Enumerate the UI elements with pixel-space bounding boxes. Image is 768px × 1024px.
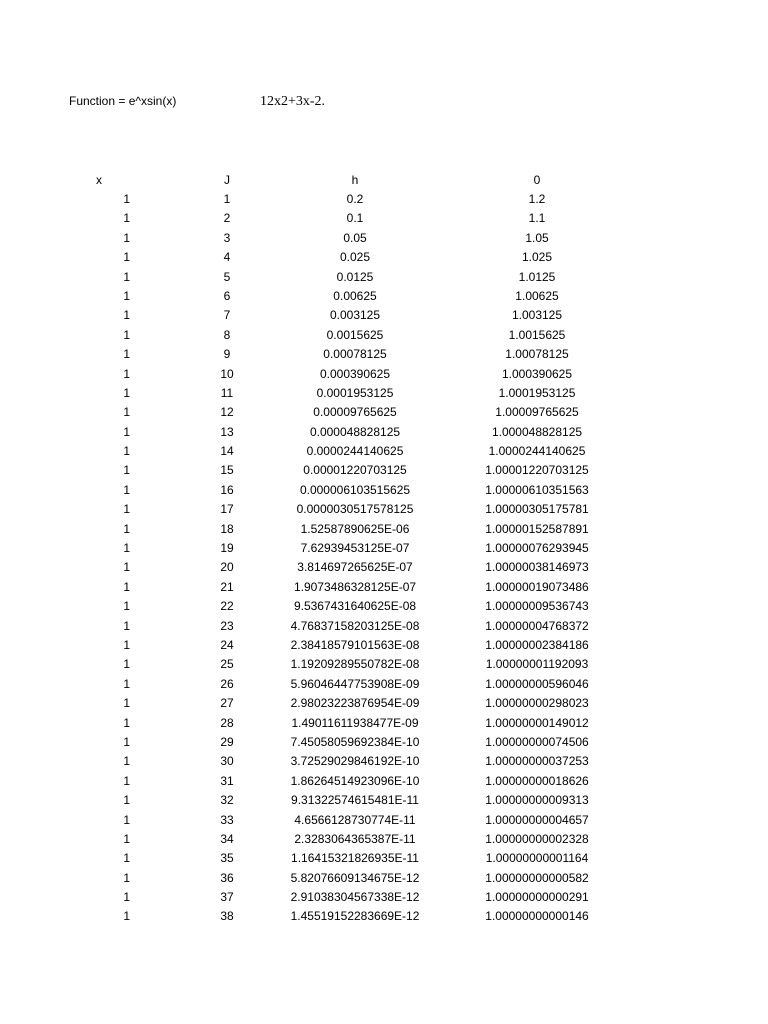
cell-h: 0.00009765625 [313, 405, 397, 420]
cell-0: 1.00000038146973 [485, 560, 589, 575]
cell-0: 1.00000000001164 [485, 851, 589, 866]
table-row [0, 520, 768, 539]
cell-h: 5.82076609134675E-12 [290, 870, 420, 885]
cell-j: 24 [220, 637, 234, 652]
cell-j: 29 [220, 734, 234, 749]
cell-0: 1.1 [528, 211, 546, 226]
cell-x: 1 [123, 288, 130, 303]
cell-j: 30 [220, 754, 234, 769]
cell-j: 1 [223, 192, 231, 206]
cell-h: 0.0000244140625 [306, 444, 404, 459]
function-label: Function = e^xsin(x) [69, 94, 177, 108]
cell-x: 1 [123, 250, 130, 265]
cell-x: 1 [123, 482, 130, 497]
cell-x: 1 [123, 192, 130, 206]
cell-0: 1.00000000002328 [485, 831, 589, 846]
cell-h: 2.38418579101563E-08 [290, 637, 420, 652]
cell-h: 0.0015625 [326, 327, 384, 342]
table-row [0, 558, 768, 577]
cell-h: 7.62939453125E-07 [300, 541, 410, 556]
formula-text: 12x2+3x-2. [260, 94, 326, 109]
cell-0: 1.00000000018626 [485, 773, 589, 788]
column-header-h: h [351, 173, 359, 187]
cell-h: 2.91038304567338E-12 [290, 890, 420, 905]
cell-0: 1.00000000000146 [485, 909, 589, 924]
cell-h: 1.49011611938477E-09 [291, 715, 419, 730]
cell-x: 1 [123, 463, 130, 478]
cell-0: 1.0000244140625 [488, 444, 586, 459]
cell-x: 1 [123, 890, 130, 905]
table-row [0, 190, 768, 209]
table-row [0, 907, 768, 926]
cell-0: 1.05 [525, 230, 549, 245]
cell-x: 1 [123, 521, 130, 536]
cell-j: 14 [220, 444, 234, 459]
cell-h: 0.025 [339, 250, 371, 265]
cell-x: 1 [123, 618, 130, 633]
cell-h: 4.6566128730774E-11 [294, 812, 416, 827]
cell-0: 1.2 [528, 192, 546, 206]
cell-0: 1.00000000037253 [485, 754, 589, 769]
cell-j: 4 [223, 250, 231, 265]
cell-h: 4.76837158203125E-08 [290, 618, 420, 633]
cell-h: 0.000390625 [319, 366, 391, 381]
cell-0: 1.000390625 [501, 366, 573, 381]
cell-j: 21 [220, 579, 234, 594]
cell-x: 1 [123, 715, 130, 730]
column-header-0: 0 [533, 173, 541, 187]
cell-x: 1 [123, 696, 130, 711]
cell-x: 1 [123, 541, 130, 556]
cell-h: 5.96046447753908E-09 [290, 676, 420, 691]
cell-h: 1.52587890625E-06 [300, 521, 410, 536]
cell-x: 1 [123, 269, 130, 284]
cell-h: 0.2 [346, 192, 364, 206]
cell-x: 1 [123, 773, 130, 788]
cell-j: 27 [220, 696, 234, 711]
cell-x: 1 [123, 560, 130, 575]
cell-0: 1.00000000149012 [485, 715, 589, 730]
cell-j: 9 [223, 347, 231, 362]
cell-h: 2.98023223876954E-09 [290, 696, 420, 711]
cell-h: 1.45519152283669E-12 [290, 909, 420, 924]
cell-0: 1.00000019073486 [485, 579, 589, 594]
cell-j: 19 [220, 541, 234, 556]
table-row [0, 578, 768, 597]
cell-x: 1 [123, 734, 130, 749]
table-row [0, 209, 768, 228]
cell-h: 0.003125 [329, 308, 381, 323]
cell-x: 1 [123, 599, 130, 614]
cell-x: 1 [123, 385, 130, 400]
cell-j: 15 [220, 463, 234, 478]
table-row [0, 461, 768, 480]
table-row [0, 442, 768, 461]
cell-x: 1 [123, 754, 130, 769]
table-row [0, 423, 768, 442]
cell-x: 1 [123, 637, 130, 652]
cell-j: 18 [220, 521, 234, 536]
cell-x: 1 [123, 812, 130, 827]
table-row [0, 539, 768, 558]
cell-h: 0.0001953125 [316, 385, 394, 400]
cell-x: 1 [123, 444, 130, 459]
cell-j: 36 [220, 870, 234, 885]
cell-0: 1.00000305175781 [485, 502, 589, 517]
column-header-j: J [224, 173, 230, 187]
cell-j: 11 [220, 385, 234, 400]
cell-j: 31 [220, 773, 234, 788]
cell-0: 1.00078125 [505, 347, 569, 362]
cell-h: 0.00001220703125 [303, 463, 407, 478]
cell-x: 1 [123, 211, 130, 226]
table-row [0, 326, 768, 345]
cell-0: 1.00000000298023 [485, 696, 589, 711]
cell-j: 13 [220, 424, 234, 439]
table-row [0, 675, 768, 694]
table-row [0, 830, 768, 849]
cell-j: 5 [223, 269, 231, 284]
table-body [0, 190, 768, 927]
cell-j: 37 [220, 890, 234, 905]
table-row [0, 636, 768, 655]
table-row [0, 869, 768, 888]
table-row [0, 345, 768, 364]
cell-h: 9.31322574615481E-11 [291, 793, 419, 808]
cell-0: 1.00000000074506 [485, 734, 589, 749]
table-row [0, 481, 768, 500]
table-row [0, 694, 768, 713]
cell-j: 20 [220, 560, 234, 575]
cell-0: 1.025 [521, 250, 553, 265]
cell-0: 1.000048828125 [491, 424, 583, 439]
cell-0: 1.0015625 [508, 327, 566, 342]
cell-0: 1.00000610351563 [485, 482, 589, 497]
cell-j: 34 [220, 831, 234, 846]
table-row [0, 306, 768, 325]
cell-x: 1 [123, 676, 130, 691]
table-row [0, 268, 768, 287]
cell-h: 0.000048828125 [309, 424, 401, 439]
cell-0: 1.003125 [511, 308, 563, 323]
cell-j: 8 [223, 327, 231, 342]
table-row [0, 811, 768, 830]
cell-x: 1 [123, 230, 130, 245]
cell-0: 1.00000000000291 [485, 890, 589, 905]
cell-x: 1 [123, 793, 130, 808]
cell-j: 7 [223, 308, 231, 323]
cell-0: 1.00000000000582 [485, 870, 589, 885]
table-row [0, 287, 768, 306]
cell-j: 26 [220, 676, 234, 691]
cell-0: 1.00000000596046 [485, 676, 589, 691]
cell-h: 7.45058059692384E-10 [290, 734, 420, 749]
cell-0: 1.00000000004657 [485, 812, 589, 827]
cell-j: 33 [220, 812, 234, 827]
cell-j: 2 [223, 211, 231, 226]
cell-x: 1 [123, 579, 130, 594]
cell-x: 1 [123, 831, 130, 846]
table-row [0, 597, 768, 616]
cell-h: 0.000006103515625 [299, 482, 411, 497]
cell-j: 25 [220, 657, 234, 672]
cell-h: 3.814697265625E-07 [297, 560, 413, 575]
cell-h: 0.05 [343, 230, 367, 245]
cell-j: 22 [220, 599, 234, 614]
table-row [0, 403, 768, 422]
table-row [0, 500, 768, 519]
cell-0: 1.00000002384186 [485, 637, 589, 652]
cell-j: 23 [220, 618, 234, 633]
cell-x: 1 [123, 870, 130, 885]
cell-h: 1.16415321826935E-11 [291, 851, 419, 866]
table-row [0, 655, 768, 674]
cell-x: 1 [123, 347, 130, 362]
cell-0: 1.00000001192093 [485, 657, 589, 672]
cell-h: 0.1 [346, 211, 364, 226]
cell-h: 1.86264514923096E-10 [290, 773, 420, 788]
cell-j: 6 [223, 288, 231, 303]
cell-j: 16 [220, 482, 234, 497]
cell-x: 1 [123, 327, 130, 342]
cell-h: 0.00078125 [323, 347, 387, 362]
cell-0: 1.00000004768372 [485, 618, 589, 633]
cell-0: 1.00000000009313 [485, 793, 589, 808]
cell-x: 1 [123, 424, 130, 439]
table-row [0, 733, 768, 752]
cell-0: 1.00000009536743 [485, 599, 589, 614]
cell-0: 1.00000076293945 [485, 541, 589, 556]
cell-x: 1 [123, 657, 130, 672]
cell-x: 1 [123, 909, 130, 924]
cell-x: 1 [123, 851, 130, 866]
table-row [0, 714, 768, 733]
cell-j: 12 [220, 405, 234, 420]
cell-x: 1 [123, 502, 130, 517]
column-header-x: x [96, 173, 102, 187]
cell-0: 1.0125 [518, 269, 556, 284]
table-row [0, 617, 768, 636]
cell-h: 0.00625 [333, 288, 377, 303]
table-row [0, 365, 768, 384]
table-row [0, 752, 768, 771]
cell-h: 1.9073486328125E-07 [293, 579, 417, 594]
cell-h: 9.5367431640625E-08 [293, 599, 417, 614]
cell-0: 1.00000152587891 [485, 521, 589, 536]
cell-0: 1.00009765625 [495, 405, 579, 420]
cell-j: 3 [223, 230, 231, 245]
cell-j: 17 [220, 502, 234, 517]
table-row [0, 384, 768, 403]
cell-0: 1.00625 [515, 288, 559, 303]
cell-h: 2.3283064365387E-11 [294, 831, 416, 846]
cell-j: 10 [220, 366, 234, 381]
table-row [0, 229, 768, 248]
table-row [0, 772, 768, 791]
cell-h: 1.19209289550782E-08 [290, 657, 420, 672]
cell-j: 32 [220, 793, 234, 808]
cell-h: 0.0125 [336, 269, 374, 284]
cell-j: 35 [220, 851, 234, 866]
cell-0: 1.00001220703125 [485, 463, 589, 478]
table-header [0, 171, 768, 189]
table-row [0, 248, 768, 267]
cell-x: 1 [123, 405, 130, 420]
cell-h: 0.0000030517578125 [296, 502, 414, 517]
cell-h: 3.72529029846192E-10 [290, 754, 420, 769]
table-row [0, 791, 768, 810]
table-row [0, 849, 768, 868]
cell-j: 28 [220, 715, 234, 730]
cell-x: 1 [123, 366, 130, 381]
table-row [0, 888, 768, 907]
cell-j: 38 [220, 909, 234, 924]
cell-0: 1.0001953125 [498, 385, 576, 400]
cell-x: 1 [123, 308, 130, 323]
